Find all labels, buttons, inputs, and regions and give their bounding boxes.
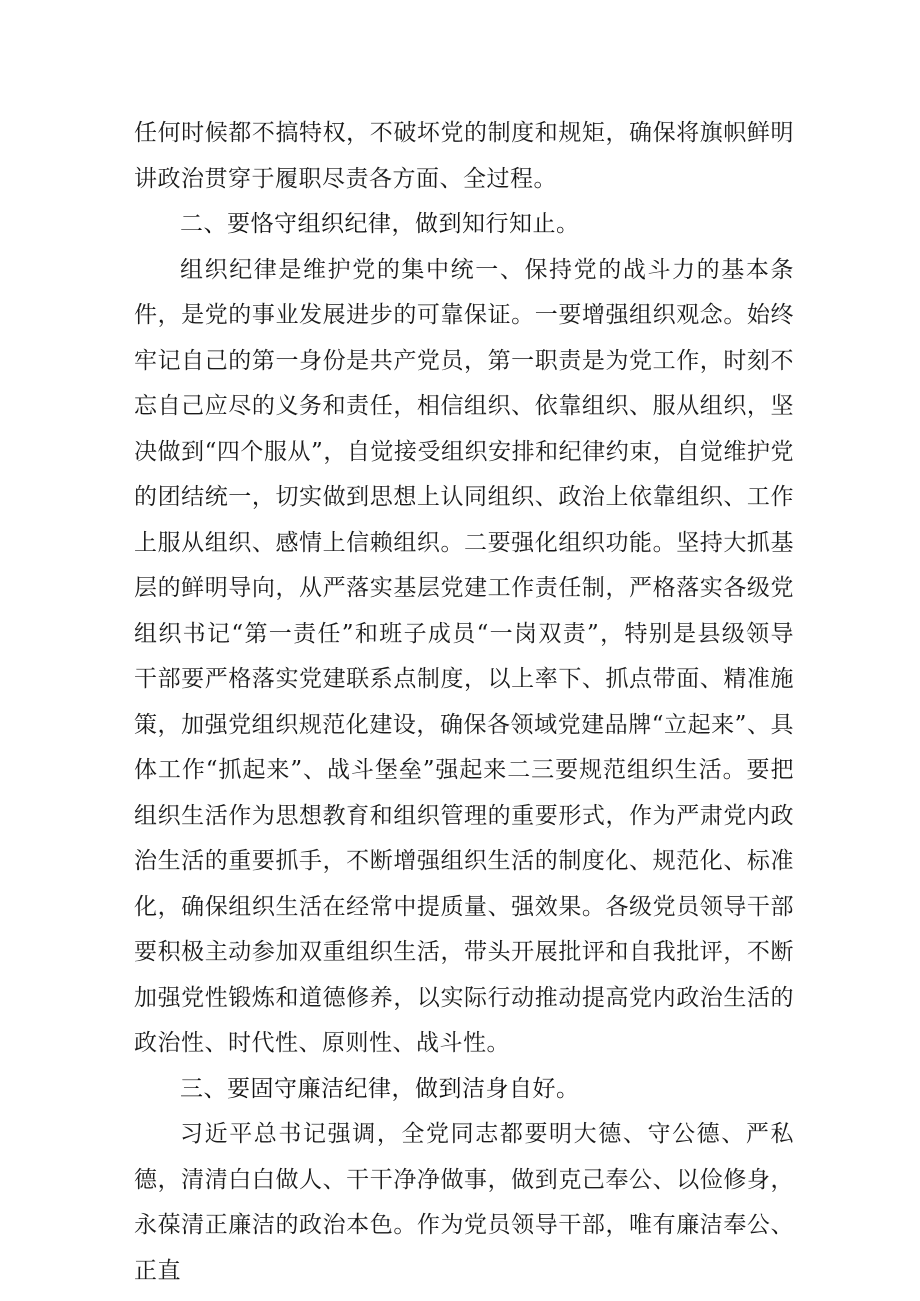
section-heading-organizational-discipline: 二、要恪守组织纪律，做到知行知止。 <box>180 211 580 237</box>
paragraph-integrity-discipline: 习近平总书记强调，全党同志都要明大德、守公德、严私德，清清白白做人、干干净净做事，做到克己奉公、以俭修身，永葆清正廉洁的政治本色。作为党员领导干部，唯有廉洁奉公、正直 <box>134 1121 794 1284</box>
section-heading-integrity-discipline: 三、要固守廉洁纪律，做到洁身自好。 <box>180 1075 580 1102</box>
paragraph-organizational-discipline: 组织纪律是维护党的集中统一、保持党的战斗力的基本条件，是党的事业发展进步的可靠保证。一要增强组织观念。始终牢记自己的第一身份是共产党员，第一职责是为党工作，时刻不忘自己应尽的义务和责任，相信组织、依靠组织、服从组织，坚决做到“四个服从”，自觉接受组织安排和纪律约束，自觉维护党的团结统一，切实做到思想上认同组织、政治上依靠组织、工作上服从组织、感情上信赖组织。二要强化组织功能。坚持大抓基层的鲜明导向，从严落实基层党建工作责任制，严格落实各级党组织书记“第一责任”和班子成员“一岗双责”，特别是县级领导干部要严格落实党建联系点制度，以上率下、抓点带面、精准施策，加强党组织规范化建设，确保各领域党建品牌“立起来”、具体工作“抓起来”、战斗堡垒”强起来二三要规范组织生活。要把组织生活作为思想教育和组织管理的重要形式，作为严肃党内政治生活的重要抓手，不断增强组织生活的制度化、规范化、标准化，确保组织生活在经常中提质量、强效果。各级党员领导干部要积极主动参加双重组织生活，带头开展批评和自我批评，不断加强党性锻炼和道德修养，以实际行动推动提高党内政治生活的政治性、时代性、原则性、战斗性。 <box>134 256 794 1056</box>
document-body <box>134 111 794 1294</box>
paragraph-continuation: 任何时候都不搞特权，不破坏党的制度和规矩，确保将旗帜鲜明讲政治贯穿于履职尽责各方面、全过程。 <box>134 120 794 192</box>
